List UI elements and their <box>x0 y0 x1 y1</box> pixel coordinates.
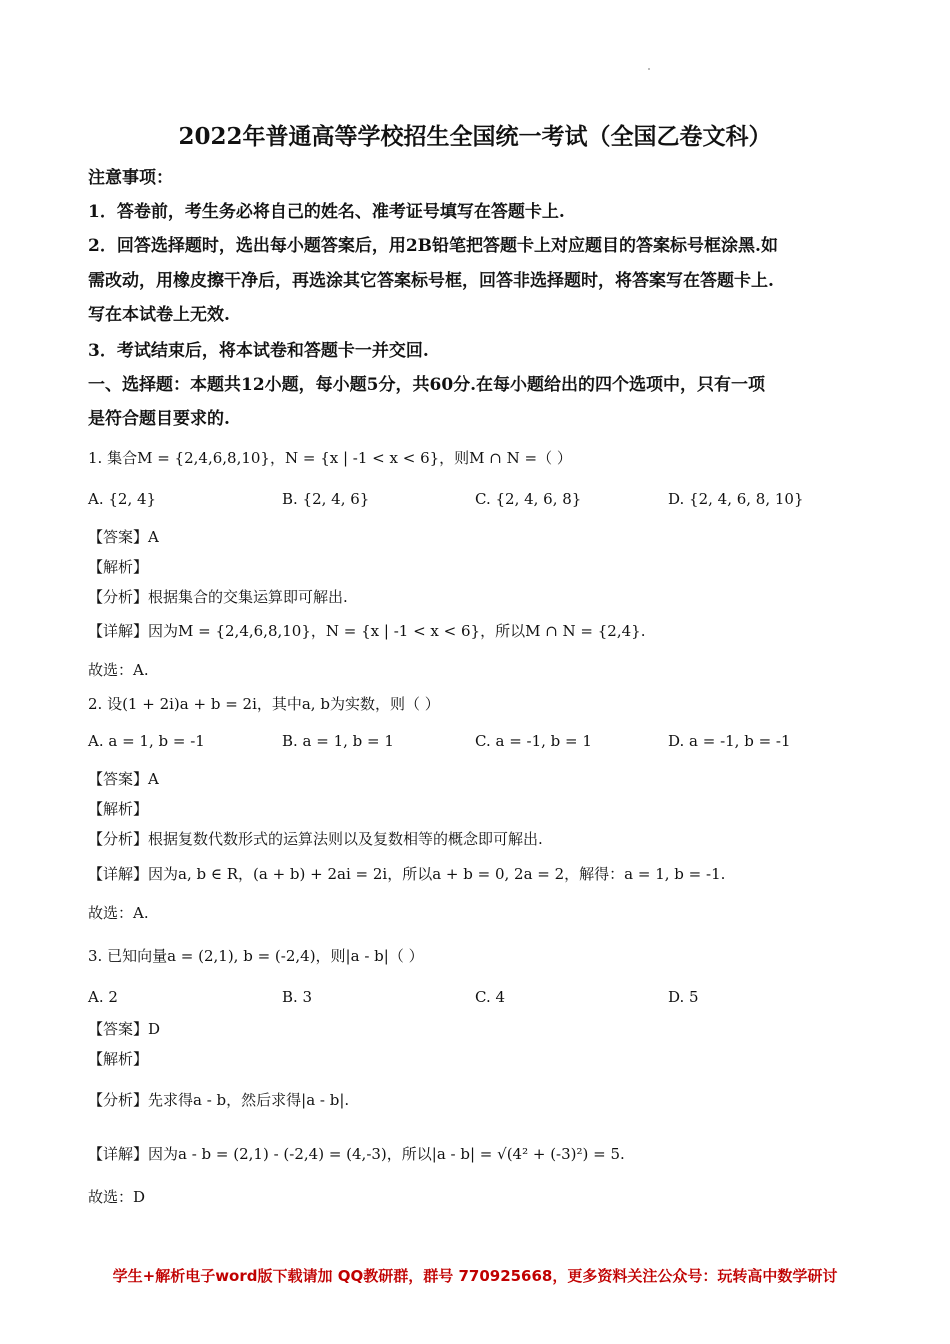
q3-jiexi: 【解析】 <box>88 1050 149 1068</box>
q2-option-d: D. a = -1, b = -1 <box>668 732 791 750</box>
section-heading-line-1: 一、选择题：本题共12小题，每小题5分，共60分.在每小题给出的四个选项中，只有一项 <box>88 375 766 395</box>
q1-answer: 【答案】A <box>88 528 159 546</box>
q1-option-b: B. {2, 4, 6} <box>282 490 370 508</box>
q1-jiexi: 【解析】 <box>88 558 149 576</box>
q2-analysis: 【分析】根据复数代数形式的运算法则以及复数相等的概念即可解出. <box>88 830 543 848</box>
q2-detail: 【详解】因为a, b ∈ R，(a + b) + 2ai = 2i，所以a + b = 0, 2a = 2，解得：a = 1, b = -1. <box>88 865 726 883</box>
q3-stem: 3. 已知向量a = (2,1), b = (-2,4)，则|a - b|（ ） <box>88 947 424 965</box>
q2-option-a: A. a = 1, b = -1 <box>88 732 205 750</box>
q1-detail: 【详解】因为M = {2,4,6,8,10}，N = {x | -1 < x < 6}，所以M ∩ N = {2,4}. <box>88 622 646 640</box>
q1-choose: 故选：A. <box>88 661 149 679</box>
page-title: 2022年普通高等学校招生全国统一考试（全国乙卷文科） <box>178 123 772 150</box>
q3-option-d: D. 5 <box>668 988 699 1006</box>
scan-dot <box>648 68 650 70</box>
notice-item-2-line-3: 写在本试卷上无效. <box>88 305 230 325</box>
q3-choose: 故选：D <box>88 1188 146 1206</box>
notice-item-2-line-1: 2．回答选择题时，选出每小题答案后，用2B铅笔把答题卡上对应题目的答案标号框涂黑.如 <box>88 236 778 256</box>
q3-analysis: 【分析】先求得a - b，然后求得|a - b|. <box>88 1091 350 1109</box>
footer-notice: 学生+解析电子word版下载请加 QQ教研群，群号 770925668，更多资料关注公众号：玩转高中数学研讨 <box>112 1267 838 1285</box>
q2-option-c: C. a = -1, b = 1 <box>475 732 592 750</box>
q3-detail: 【详解】因为a - b = (2,1) - (-2,4) = (4,-3)，所以|a - b| = √(4² + (-3)²) = 5. <box>88 1145 625 1163</box>
section-heading-line-2: 是符合题目要求的. <box>88 409 230 429</box>
q2-choose: 故选：A. <box>88 904 149 922</box>
notice-item-3: 3．考试结束后，将本试卷和答题卡一并交回. <box>88 341 429 361</box>
q1-option-d: D. {2, 4, 6, 8, 10} <box>668 490 804 508</box>
notice-item-1: 1．答卷前，考生务必将自己的姓名、准考证号填写在答题卡上. <box>88 202 565 222</box>
q1-stem: 1. 集合M = {2,4,6,8,10}，N = {x | -1 < x < 6}，则M ∩ N =（ ） <box>88 449 572 467</box>
q1-analysis: 【分析】根据集合的交集运算即可解出. <box>88 588 348 606</box>
q3-option-b: B. 3 <box>282 988 313 1006</box>
q2-jiexi: 【解析】 <box>88 800 149 818</box>
q3-answer: 【答案】D <box>88 1020 161 1038</box>
q1-option-a: A. {2, 4} <box>88 490 157 508</box>
q3-option-c: C. 4 <box>475 988 506 1006</box>
q2-option-b: B. a = 1, b = 1 <box>282 732 394 750</box>
q2-stem: 2. 设(1 + 2i)a + b = 2i，其中a, b为实数，则（ ） <box>88 695 440 713</box>
q1-option-c: C. {2, 4, 6, 8} <box>475 490 582 508</box>
notice-item-2-line-2: 需改动，用橡皮擦干净后，再选涂其它答案标号框，回答非选择题时，将答案写在答题卡上. <box>88 271 774 291</box>
q3-option-a: A. 2 <box>88 988 118 1006</box>
q2-answer: 【答案】A <box>88 770 159 788</box>
notice-heading: 注意事项： <box>88 168 173 188</box>
